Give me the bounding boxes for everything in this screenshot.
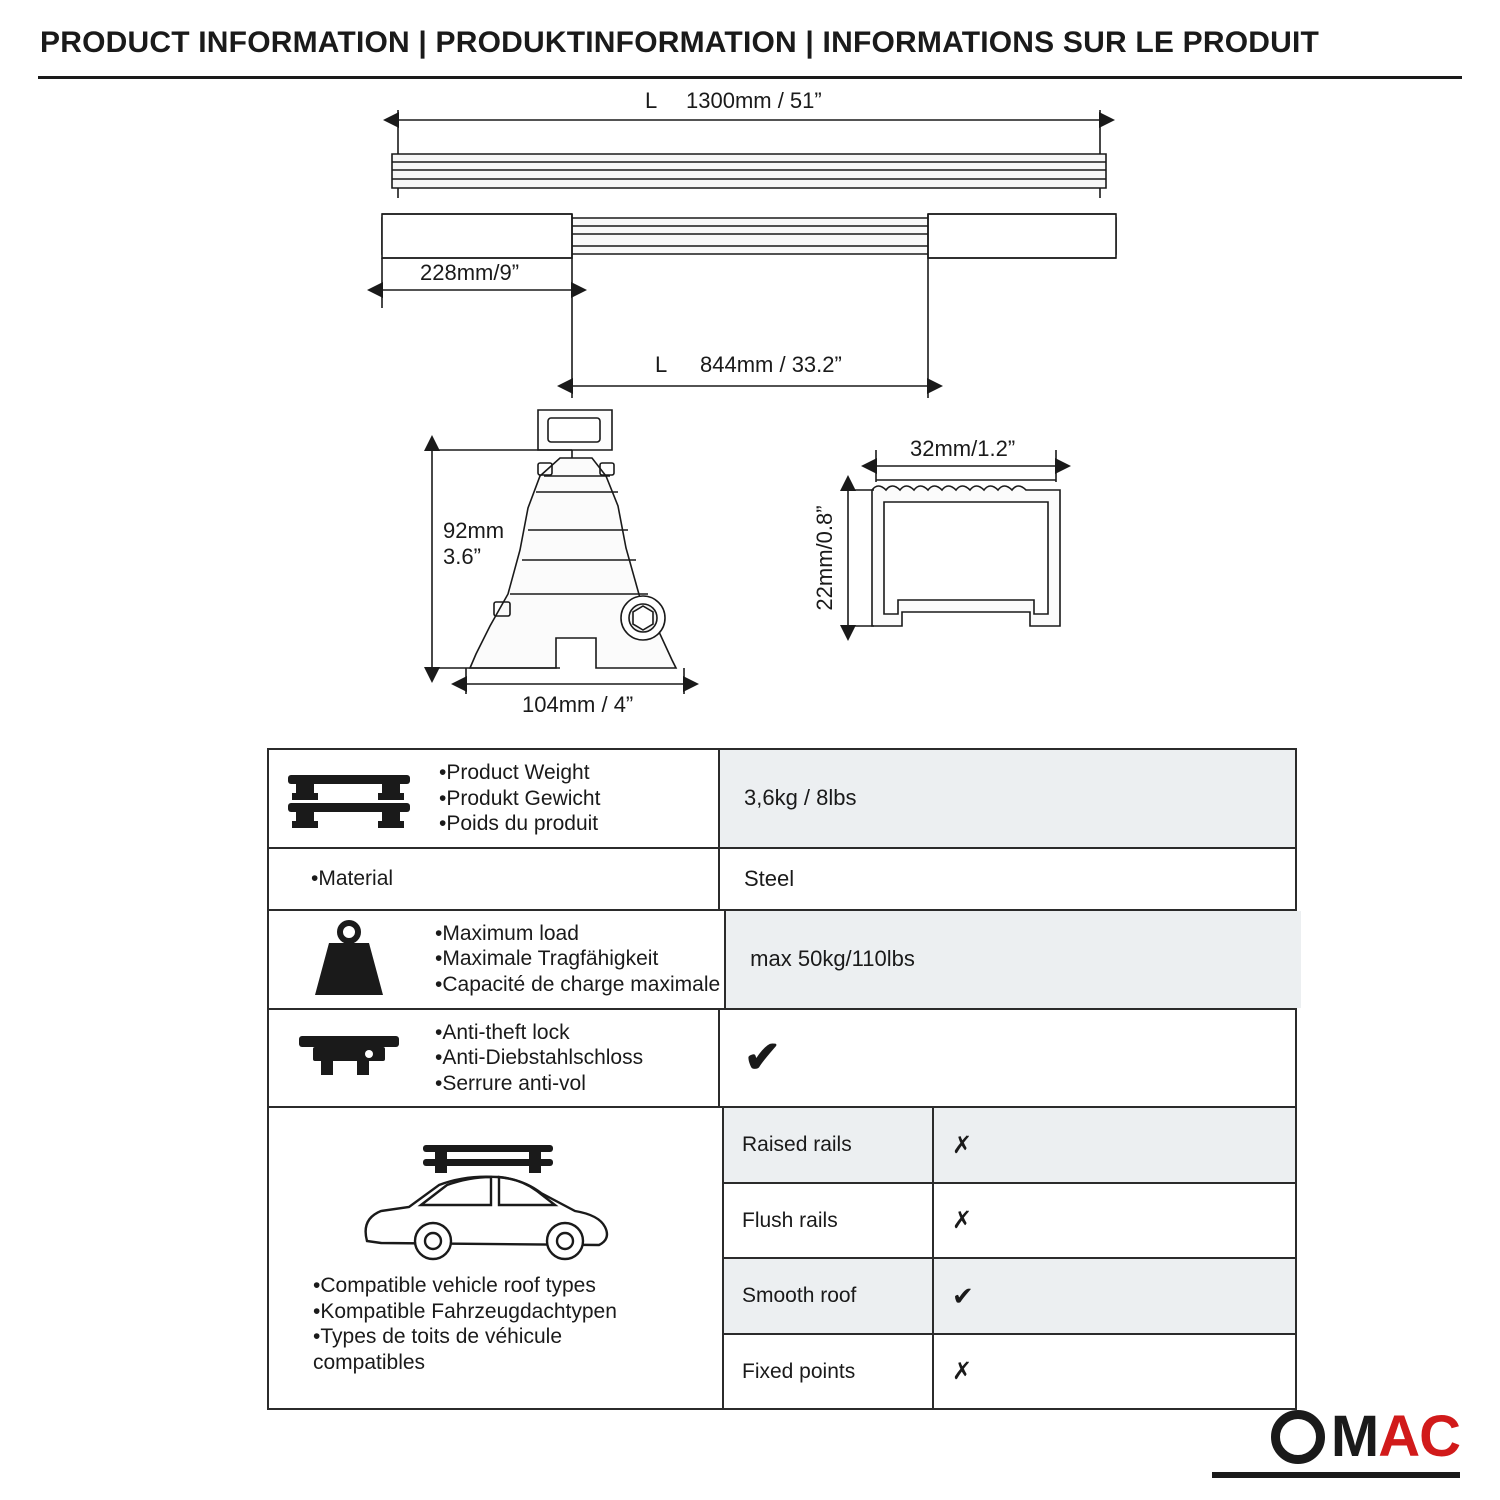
logo-underline (1212, 1472, 1460, 1478)
material-icon-placeholder (269, 849, 289, 909)
compat-fixed-points-label: Fixed points (724, 1335, 934, 1409)
cross-icon: ✗ (952, 1207, 973, 1235)
material-value: Steel (744, 865, 795, 891)
car-with-rack-icon (351, 1137, 641, 1267)
table-row (269, 911, 1295, 1010)
compat-raised-rails-value (934, 1108, 1295, 1182)
table-row-compatibility (269, 1108, 1295, 1408)
page-header (0, 0, 1500, 78)
compat-raised-rails (724, 1108, 1295, 1184)
compat-smooth-roof-label: Smooth roof (724, 1259, 934, 1333)
dim-bar-length: 1300mm / 51” (686, 88, 822, 113)
dim-bar-length-symbol: L (645, 88, 658, 113)
anti-theft-label: •Anti-theft lock •Anti-Diebstahlschloss •Serrure anti-vol (429, 1010, 720, 1107)
compat-flush-rails-value (934, 1184, 1295, 1258)
compat-raised-rails-label: Raised rails (724, 1108, 934, 1182)
dim-foot-height-inch: 3.6” (443, 544, 481, 569)
cross-icon: ✗ (952, 1358, 973, 1386)
weight-value: 3,6kg / 8lbs (720, 750, 1295, 847)
specification-table (267, 748, 1297, 1410)
weight-label: •Product Weight •Produkt Gewicht •Poids du produit (429, 750, 720, 847)
check-icon: ✔ (744, 1033, 781, 1083)
table-row (269, 849, 1295, 911)
compat-smooth-roof-value (934, 1259, 1295, 1333)
dim-profile-width: 32mm/1.2” (910, 436, 1016, 461)
material-label: •Material (289, 849, 720, 909)
omac-logo (1271, 1403, 1460, 1470)
compat-fixed-points (724, 1335, 1295, 1409)
dim-span-symbol: L (655, 352, 668, 377)
check-icon: ✔ (952, 1280, 974, 1311)
lock-icon (269, 1010, 429, 1107)
anti-theft-value (720, 1010, 1295, 1107)
dim-profile-height: 22mm/0.8” (812, 505, 837, 611)
compat-flush-rails-label: Flush rails (724, 1184, 934, 1258)
compat-fixed-points-value (934, 1335, 1295, 1409)
crossbars-icon (269, 750, 429, 847)
cross-icon: ✗ (952, 1131, 973, 1159)
dim-foot-width: 104mm / 4” (522, 692, 634, 717)
page-title: PRODUCT INFORMATION | PRODUKTINFORMATION | INFORMATIONS SUR LE PRODUIT (40, 26, 1320, 59)
compatibility-options (724, 1108, 1295, 1408)
max-load-label: •Maximum load •Maximale Tragfähigkeit •Capacité de charge maximale (429, 911, 726, 1008)
dim-span-length: 844mm / 33.2” (700, 352, 842, 377)
compat-flush-rails (724, 1184, 1295, 1260)
logo-o-icon (1271, 1410, 1325, 1464)
table-row (269, 1010, 1295, 1109)
compatibility-left (269, 1108, 724, 1408)
compat-smooth-roof (724, 1259, 1295, 1335)
technical-drawing (0, 78, 1500, 738)
logo-ac: AC (1378, 1404, 1460, 1469)
weight-icon (269, 911, 429, 1008)
logo-m: M (1330, 1404, 1379, 1469)
compatibility-label: •Compatible vehicle roof types •Kompatible Fahrzeugdachtypen •Types de toits de véhicule compatibles (313, 1274, 617, 1375)
max-load-value: max 50kg/110lbs (726, 911, 1301, 1008)
dim-foot-offset: 228mm/9” (420, 260, 520, 285)
table-row (269, 750, 1295, 849)
dim-foot-height: 92mm (443, 518, 505, 543)
